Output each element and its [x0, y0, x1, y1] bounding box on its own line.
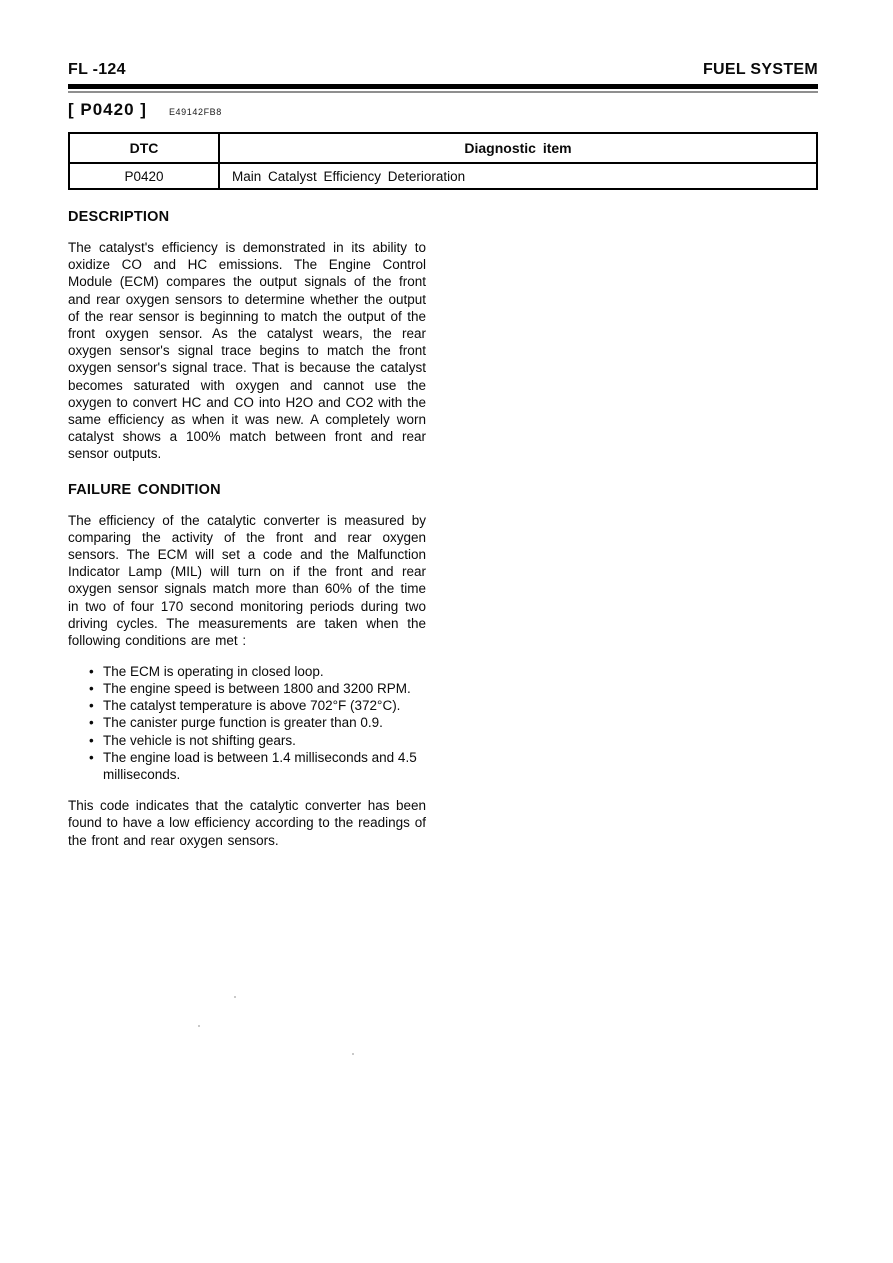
failure-condition-heading: FAILURE CONDITION	[68, 481, 221, 498]
list-item	[68, 714, 426, 731]
bullet-icon: •	[89, 663, 94, 679]
bullet-icon: •	[89, 732, 94, 748]
list-item	[68, 749, 426, 783]
diagnostic-item-column-header: Diagnostic item	[219, 133, 817, 163]
manual-page	[68, 60, 818, 862]
section-title: FUEL SYSTEM	[702, 61, 818, 78]
description-heading: DESCRIPTION	[68, 209, 170, 225]
condition-text: The canister purge function is greater than 0.9.	[103, 715, 383, 731]
scan-speck	[352, 1053, 354, 1055]
dtc-column-header: DTC	[69, 133, 219, 163]
running-header	[68, 60, 818, 80]
condition-text: The vehicle is not shifting gears.	[103, 732, 296, 748]
failure-condition-intro-paragraph: The efficiency of the catalytic converter is measured by comparing the activity of the front and rear oxygen sensors. The ECM will set a code and the Malfunction Indicator Lamp (MIL) will turn on if the front and rear oxygen sensor signals match more than 60% of the time in two of four 170 second monitoring periods during two driving cycles. The measurements are taken when the following conditions are met :	[68, 512, 426, 649]
scan-speck	[234, 996, 236, 998]
condition-list	[68, 663, 426, 783]
dtc-table	[68, 132, 818, 190]
header-rule-thin	[68, 91, 818, 93]
condition-text: The ECM is operating in closed loop.	[103, 663, 324, 679]
scan-speck	[198, 1025, 200, 1027]
dtc-table-header-row	[69, 133, 817, 163]
diagnostic-item-cell: Main Catalyst Efficiency Deterioration	[219, 163, 817, 189]
header-rule-thick	[68, 84, 818, 89]
bullet-icon: •	[89, 715, 94, 731]
list-item	[68, 732, 426, 749]
condition-text: The catalyst temperature is above 702°F (372°C).	[103, 698, 401, 714]
table-row	[69, 163, 817, 189]
dtc-ref-code: E49142FB8	[168, 107, 222, 117]
bullet-icon: •	[89, 698, 94, 714]
dtc-code-cell: P0420	[69, 163, 219, 189]
bullet-icon: •	[89, 680, 94, 696]
condition-text: The engine load is between 1.4 milliseconds and 4.5 milliseconds.	[103, 749, 417, 782]
list-item	[68, 680, 426, 697]
description-paragraph: The catalyst's efficiency is demonstrated in its ability to oxidize CO and HC emissions. The Engine Control Module (ECM) compares the output signals of the front and rear oxygen sensors to determine whether the output of the rear sensor is beginning to match the output of the front oxygen sensor. As the catalyst wears, the rear oxygen sensor's signal trace begins to match the front oxygen sensor's signal trace. That is because the catalyst becomes saturated with oxygen and cannot use the oxygen to convert HC and CO into H2O and CO2 with the same efficiency as when it was new. A completely worn catalyst shows a 100% match between front and rear sensor outputs.	[68, 240, 426, 462]
failure-condition-conclusion-paragraph: This code indicates that the catalytic converter has been found to have a low efficiency according to the readings of the front and rear oxygen sensors.	[68, 798, 426, 848]
dtc-code-title: [ P0420 ]	[68, 100, 147, 119]
bullet-icon: •	[89, 749, 94, 765]
condition-text: The engine speed is between 1800 and 3200 RPM.	[103, 680, 411, 696]
dtc-title-row	[68, 100, 818, 120]
list-item	[68, 697, 426, 714]
page-number: FL -124	[68, 61, 126, 78]
list-item	[68, 663, 426, 680]
